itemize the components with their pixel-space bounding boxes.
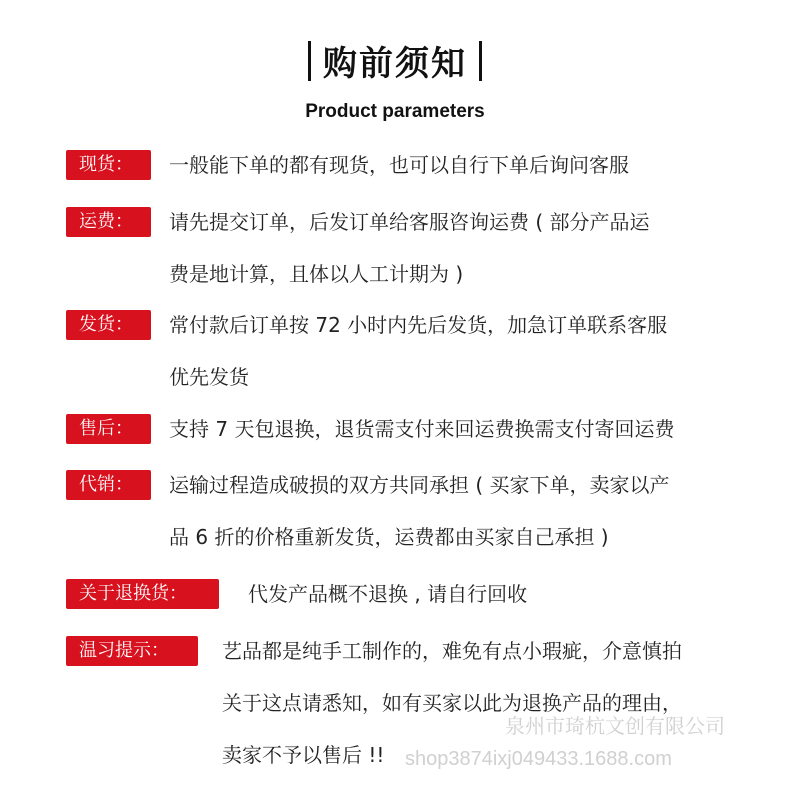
notice-line: 优先发货 xyxy=(169,365,249,389)
watermark-company: 泉州市琦杭文创有限公司 xyxy=(505,716,725,738)
notice-line: 代发产品概不退换 , 请自行回收 xyxy=(248,582,528,606)
notice-label-consignment: 代销： xyxy=(66,470,151,500)
page-header xyxy=(0,36,790,123)
notice-text-consignment xyxy=(169,459,670,563)
title-left-bar xyxy=(308,41,311,81)
notice-line: 关于这点请悉知，如有买家以此为退换产品的理由， xyxy=(222,691,682,715)
notice-text-after-sales xyxy=(169,403,674,455)
notice-label-stock: 现货： xyxy=(66,150,151,180)
notice-row-stock xyxy=(66,150,629,191)
notice-line: 费是地计算，且体以人工计期为 ) xyxy=(169,262,464,286)
notice-row-consignment xyxy=(66,470,670,563)
page-title: 购前须知 xyxy=(323,44,467,84)
watermark-shop-url: shop3874ixj049433.1688.com xyxy=(405,748,672,770)
notice-line: 请先提交订单，后发订单给客服咨询运费 ( 部分产品运 xyxy=(169,210,650,234)
notice-label-after-sales: 售后： xyxy=(66,414,151,444)
notice-row-delivery xyxy=(66,310,667,403)
notice-label-shipping-fee: 运费： xyxy=(66,207,151,237)
notice-line: 一般能下单的都有现货，也可以自行下单后询问客服 xyxy=(169,153,629,177)
notice-text-stock xyxy=(169,139,629,191)
notice-label-returns: 关于退换货： xyxy=(66,579,219,609)
notice-text-delivery xyxy=(169,299,667,403)
notice-line: 卖家不予以售后 !! xyxy=(222,743,385,767)
notice-row-returns xyxy=(66,579,527,620)
notice-row-shipping-fee xyxy=(66,207,650,300)
notice-text-returns xyxy=(248,568,527,620)
title-right-bar xyxy=(479,41,482,81)
page-subtitle: Product parameters xyxy=(305,101,485,122)
title-row xyxy=(0,36,790,85)
notice-line: 艺品都是纯手工制作的，难免有点小瑕疵，介意慎拍 xyxy=(222,639,682,663)
notice-line: 支持 7 天包退换，退货需支付来回运费换需支付寄回运费 xyxy=(169,417,675,441)
notice-row-after-sales xyxy=(66,414,674,455)
notice-line: 运输过程造成破损的双方共同承担 ( 买家下单，卖家以产 xyxy=(169,473,670,497)
notice-label-delivery: 发货： xyxy=(66,310,151,340)
notice-text-shipping-fee xyxy=(169,196,650,300)
notice-line: 品 6 折的价格重新发货，运费都由买家自己承担 ) xyxy=(169,525,609,549)
notice-label-reminder: 温习提示： xyxy=(66,636,198,666)
notice-line: 常付款后订单按 72 小时内先后发货，加急订单联系客服 xyxy=(169,313,668,337)
